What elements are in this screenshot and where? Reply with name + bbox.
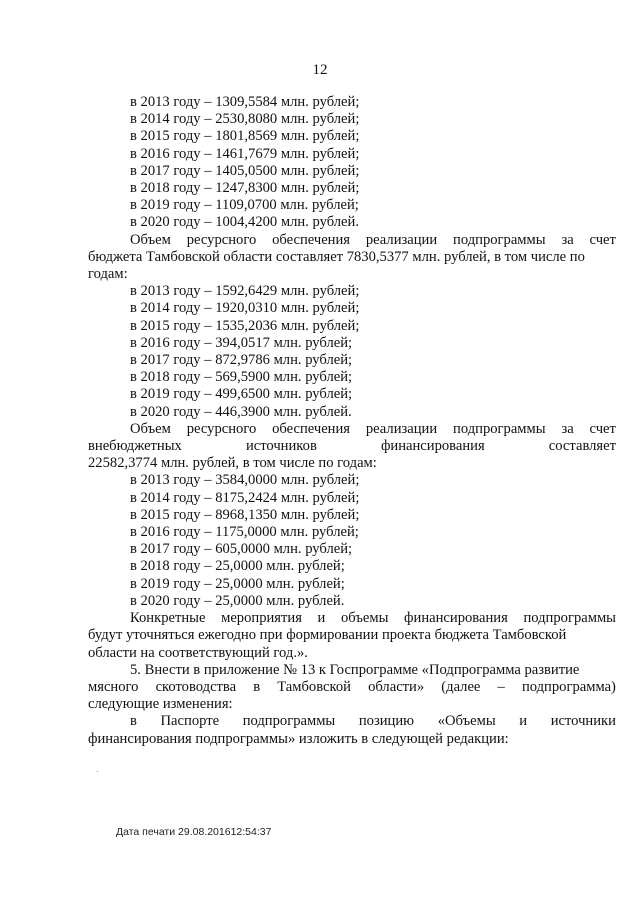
word: в [130, 713, 137, 730]
word: в [253, 678, 261, 695]
list-item: в 2017 году – 605,0000 млн. рублей; [130, 541, 353, 558]
list-item: в 2019 году – 25,0000 млн. рублей; [130, 575, 345, 592]
word: мероприятия [221, 610, 302, 627]
word: финансирования [404, 610, 508, 627]
word: счет [589, 420, 616, 437]
list-item: в 2017 году – 1405,0500 млн. рублей; [130, 162, 360, 179]
paragraph-extrabudgetary [88, 421, 616, 473]
paragraph-line [88, 679, 616, 696]
list-item: в 2014 году – 2530,8080 млн. рублей; [130, 111, 360, 128]
word: подпрограммы [453, 231, 546, 248]
word: подпрограммы [523, 610, 616, 627]
funding-list-extrabudgetary [88, 472, 616, 610]
word: внебюджетных [88, 438, 182, 455]
list-item: в 2015 году – 1801,8569 млн. рублей; [130, 128, 360, 145]
paragraph-line: годам: [88, 266, 128, 283]
list-item: в 2014 году – 8175,2424 млн. рублей; [130, 489, 360, 506]
paragraph-passport [88, 713, 616, 747]
list-item: в 2013 году – 1309,5584 млн. рублей; [130, 94, 360, 110]
word: счет [589, 231, 616, 248]
paragraph-line [88, 713, 616, 730]
list-item: в 2013 году – 3584,0000 млн. рублей; [130, 472, 360, 489]
paragraph-line: 22582,3774 млн. рублей, в том числе по годам: [88, 455, 377, 472]
word: источники [550, 713, 616, 730]
list-item: в 2014 году – 1920,0310 млн. рублей; [130, 300, 360, 317]
scan-speck [97, 771, 98, 772]
word: Объем [130, 231, 171, 248]
word: обеспечения [272, 420, 351, 437]
list-item: в 2016 году – 394,0517 млн. рублей; [130, 334, 353, 351]
word: мясного [88, 678, 139, 695]
word: Объем [130, 420, 171, 437]
list-item: в 2013 году – 1592,6429 млн. рублей; [130, 283, 360, 300]
list-item: в 2020 году – 446,3900 млн. рублей. [130, 403, 352, 420]
word: области» [368, 678, 425, 695]
paragraph-line [88, 438, 616, 455]
paragraph-line [88, 421, 616, 438]
word: подпрограмма) [521, 678, 616, 695]
word: финансирования [380, 438, 485, 455]
list-item: в 2016 году – 1461,7679 млн. рублей; [130, 145, 360, 162]
word: Конкретные [130, 610, 206, 627]
paragraph-line: 5. Внести в приложение № 13 к Госпрограмме «Подпрограмма развитие [130, 661, 580, 678]
funding-list-total [88, 94, 616, 232]
word: позицию [358, 713, 415, 730]
word: обеспечения [272, 231, 351, 248]
word: (далее [441, 678, 481, 695]
list-item: в 2018 году – 1247,8300 млн. рублей; [130, 180, 360, 197]
word: подпрограммы [453, 420, 546, 437]
word: скотоводства [155, 678, 237, 695]
word: за [561, 231, 574, 248]
page-number: 12 [312, 62, 328, 78]
print-date-footer: Дата печати 29.08.201612:54:37 [116, 826, 272, 838]
paragraph-specific-measures [88, 610, 616, 662]
word: – [497, 678, 505, 695]
list-item: в 2020 году – 1004,4200 млн. рублей. [130, 214, 359, 231]
paragraph-line [88, 232, 616, 249]
word: реализации [365, 420, 438, 437]
word: Тамбовской [277, 678, 351, 695]
word: Паспорте [160, 713, 220, 730]
paragraph-regional-budget [88, 232, 616, 284]
word: ресурсного [186, 420, 257, 437]
word: за [561, 420, 574, 437]
word: подпрограммы [242, 713, 336, 730]
list-item: в 2019 году – 1109,0700 млн. рублей; [130, 197, 359, 214]
word: и [519, 713, 528, 730]
list-item: в 2018 году – 569,5900 млн. рублей; [130, 369, 353, 386]
paragraph-line: бюджета Тамбовской области составляет 7830,5377 млн. рублей, в том числе по [88, 248, 585, 265]
word: составляет [548, 438, 616, 455]
word: источников [245, 438, 317, 455]
word: и [317, 610, 326, 627]
word: ресурсного [186, 231, 257, 248]
funding-list-regional [88, 283, 616, 421]
word: объемы [340, 610, 389, 627]
paragraph-item-5 [88, 662, 616, 714]
paragraph-line: будут уточняться ежегодно при формировании проекта бюджета Тамбовской [88, 627, 567, 644]
list-item: в 2018 году – 25,0000 млн. рублей; [130, 558, 345, 575]
paragraph-line: следующие изменения: [88, 696, 233, 713]
list-item: в 2015 году – 8968,1350 млн. рублей; [130, 506, 360, 523]
paragraph-line: области на соответствующий год.». [88, 644, 308, 661]
list-item: в 2016 году – 1175,0000 млн. рублей; [130, 524, 359, 541]
word: реализации [365, 231, 438, 248]
list-item: в 2020 году – 25,0000 млн. рублей. [130, 592, 345, 609]
list-item: в 2017 году – 872,9786 млн. рублей; [130, 352, 353, 369]
paragraph-line: финансирования подпрограммы» изложить в следующей редакции: [88, 730, 509, 747]
word: «Объемы [437, 713, 496, 730]
paragraph-line [88, 610, 616, 627]
document-body [88, 94, 616, 748]
list-item: в 2015 году – 1535,2036 млн. рублей; [130, 317, 360, 334]
list-item: в 2019 году – 499,6500 млн. рублей; [130, 386, 353, 403]
